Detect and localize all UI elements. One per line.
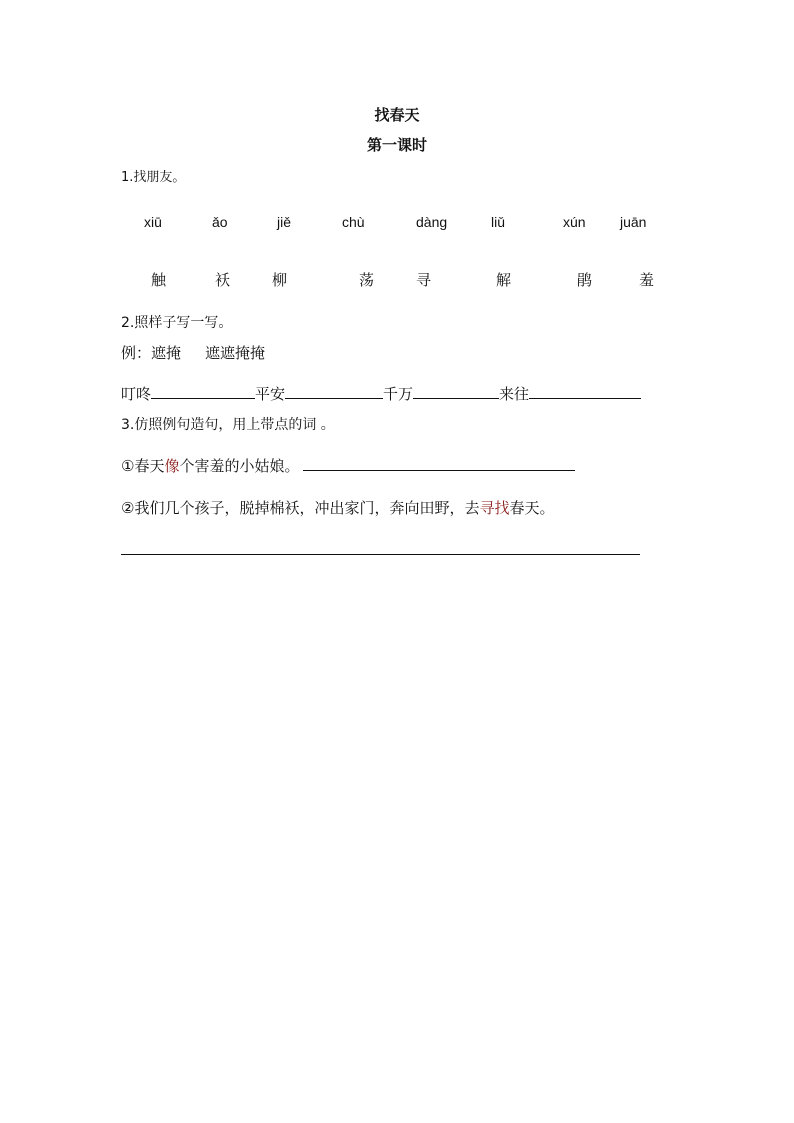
word-pingan: 平安 bbox=[255, 385, 286, 403]
character-item: 袄 bbox=[215, 271, 231, 289]
pinyin-item: ǎo bbox=[212, 214, 228, 230]
sentence-2-after: 春天。 bbox=[509, 499, 555, 517]
sentence-1-after: 个害羞的小姑娘。 bbox=[179, 457, 300, 475]
pinyin-item: xún bbox=[563, 214, 586, 230]
word-laiwang: 来往 bbox=[499, 385, 530, 403]
example-line bbox=[121, 342, 265, 363]
pinyin-item: liǔ bbox=[491, 214, 506, 230]
question-1-label: 1.找朋友。 bbox=[121, 170, 186, 185]
sentence-2-before: ②我们几个孩子，脱掉棉袄，冲出家门，奔向田野，去 bbox=[121, 499, 480, 517]
character-item: 柳 bbox=[272, 271, 288, 289]
character-item: 解 bbox=[496, 271, 512, 289]
character-item: 羞 bbox=[639, 271, 655, 289]
sentence-1-answer-line[interactable] bbox=[303, 456, 575, 471]
sentence-1 bbox=[121, 455, 575, 476]
sentence-2 bbox=[121, 497, 554, 518]
question-2-label: 2.照样子写一写。 bbox=[121, 315, 233, 331]
fill-blank-line bbox=[121, 383, 641, 404]
sentence-2-answer-line[interactable] bbox=[121, 554, 640, 555]
answer-blank[interactable] bbox=[285, 384, 383, 399]
answer-blank[interactable] bbox=[413, 384, 499, 399]
character-item: 荡 bbox=[359, 271, 375, 289]
example-prefix: 例：遮掩 bbox=[121, 344, 182, 362]
character-item: 寻 bbox=[416, 271, 432, 289]
pinyin-item: jiě bbox=[277, 214, 292, 230]
example-answer: 遮遮掩掩 bbox=[205, 344, 266, 362]
answer-blank[interactable] bbox=[529, 384, 641, 399]
pinyin-item: dàng bbox=[416, 214, 448, 230]
pinyin-item: chù bbox=[342, 214, 365, 230]
character-item: 鹃 bbox=[577, 271, 593, 289]
dotted-word-xunzhao: 寻找 bbox=[479, 499, 510, 517]
question-3-label: 3.仿照例句造句，用上带点的词 。 bbox=[121, 417, 335, 433]
answer-blank[interactable] bbox=[151, 384, 255, 399]
word-qianwan: 千万 bbox=[383, 385, 414, 403]
pinyin-item: xiū bbox=[144, 214, 162, 230]
page-subtitle: 第一课时 bbox=[366, 136, 427, 154]
pinyin-item: juān bbox=[620, 214, 647, 230]
dotted-word-xiang: 像 bbox=[164, 457, 180, 475]
page-title: 找春天 bbox=[374, 106, 420, 124]
character-item: 触 bbox=[151, 271, 167, 289]
sentence-1-before: ①春天 bbox=[121, 457, 165, 475]
word-dingdong: 叮咚 bbox=[121, 385, 152, 403]
